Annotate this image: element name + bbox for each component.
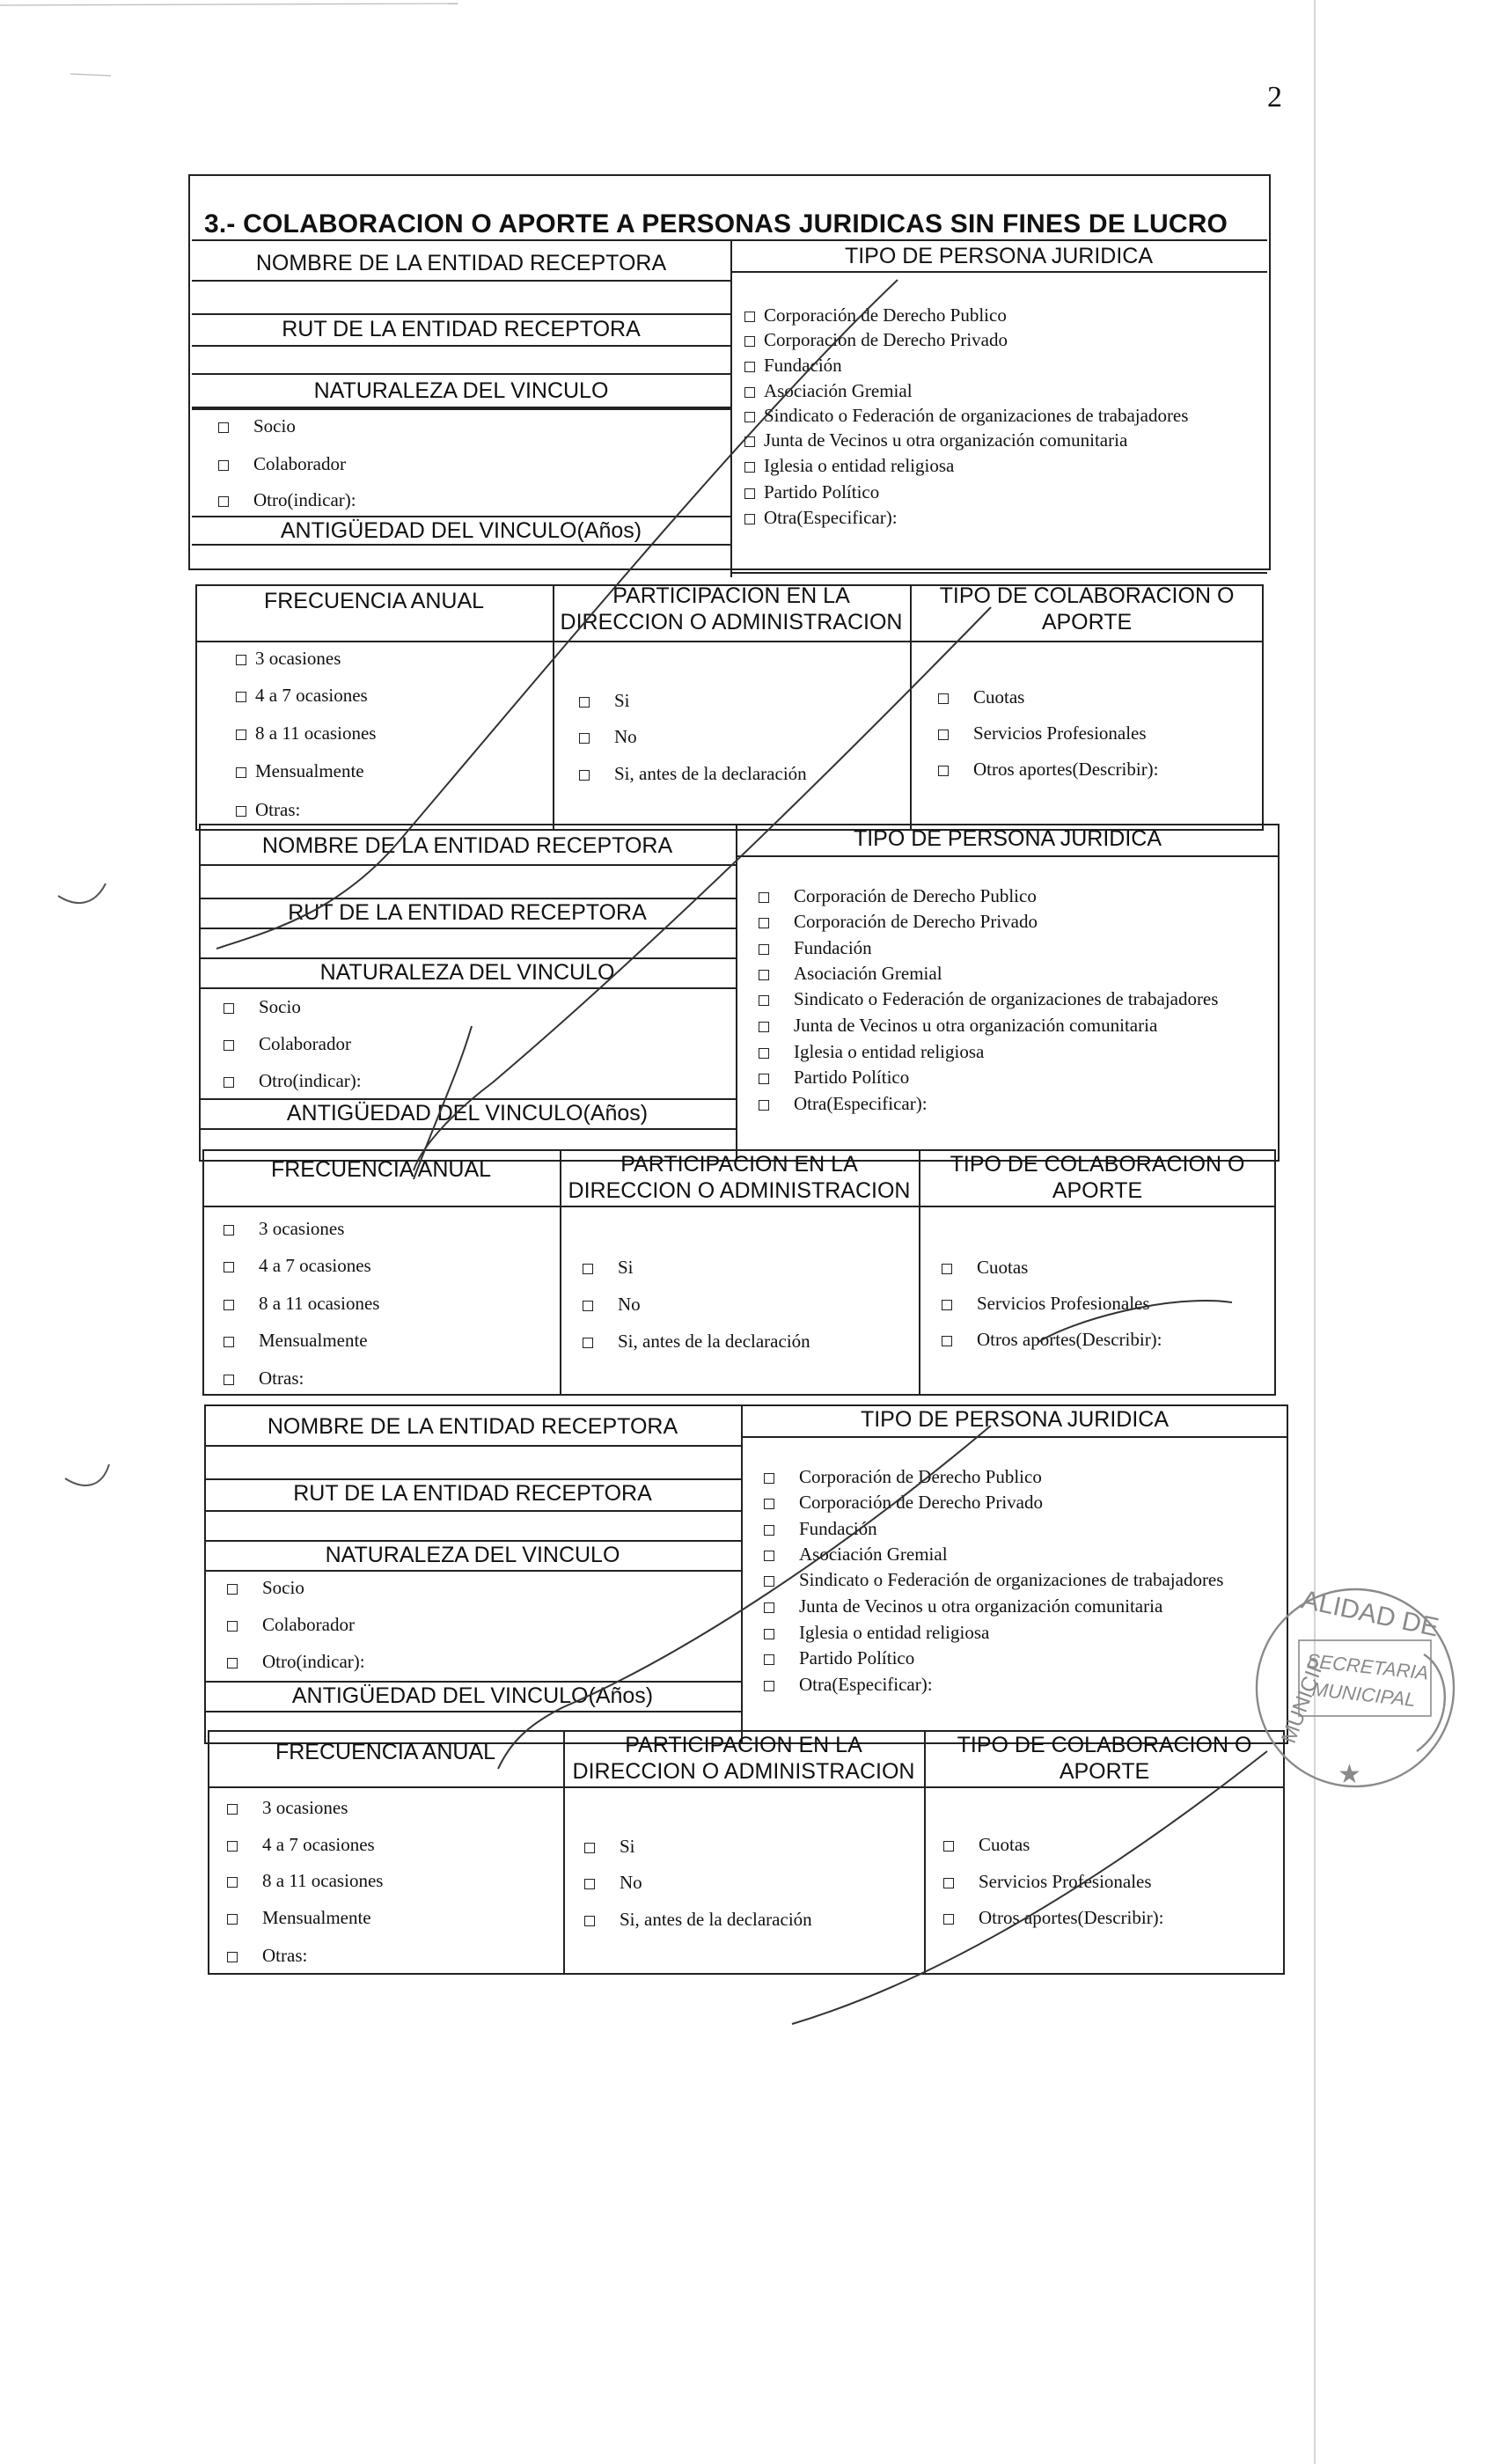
frequency-option[interactable]: 4 a 7 ocasiones bbox=[236, 685, 368, 706]
collaboration-option[interactable]: Otros aportes(Describir): bbox=[943, 1907, 1164, 1928]
collaboration-option[interactable]: Cuotas bbox=[943, 1834, 1030, 1855]
checkbox-icon bbox=[759, 1074, 769, 1084]
nature-option[interactable]: Colaborador bbox=[227, 1614, 355, 1635]
nature-label: NATURALEZA DEL VINCULO bbox=[319, 960, 615, 985]
participation-option[interactable]: Si, antes de la declaración bbox=[583, 1331, 810, 1352]
checkbox-icon bbox=[938, 730, 949, 740]
binder-hole-mark bbox=[58, 884, 106, 903]
checkbox-icon bbox=[227, 1621, 238, 1632]
collaboration-option[interactable]: Servicios Profesionales bbox=[938, 722, 1147, 744]
frequency-option[interactable]: 4 a 7 ocasiones bbox=[227, 1834, 375, 1855]
checkbox-icon bbox=[764, 1525, 774, 1536]
checkbox-icon bbox=[227, 1841, 238, 1852]
checkbox-icon bbox=[236, 692, 246, 702]
legal-type-option[interactable]: Iglesia o entidad religiosa bbox=[764, 1622, 989, 1643]
checkbox-icon bbox=[942, 1300, 952, 1310]
checkbox-icon bbox=[764, 1551, 774, 1561]
checkbox-icon bbox=[218, 422, 229, 433]
checkbox-icon bbox=[227, 1877, 238, 1888]
checkbox-icon bbox=[759, 1100, 769, 1111]
legal-type-option[interactable]: Asociación Gremial bbox=[764, 1544, 948, 1565]
participation-option[interactable]: No bbox=[579, 726, 637, 747]
collaboration-type-label: TIPO DE COLABORACION O APORTE bbox=[939, 583, 1235, 634]
nature-option[interactable]: Otro(indicar): bbox=[218, 489, 356, 510]
legal-type-option[interactable]: Corporación de Derecho Publico bbox=[759, 885, 1037, 906]
legal-type-option[interactable]: Iglesia o entidad religiosa bbox=[744, 455, 954, 476]
entity-name-label: NOMBRE DE LA ENTIDAD RECEPTORA bbox=[261, 833, 673, 858]
stamp-arc-top: ALIDAD DE bbox=[1298, 1585, 1441, 1643]
frequency-label: FRECUENCIA ANUAL bbox=[270, 1157, 492, 1182]
checkbox-icon bbox=[759, 1048, 769, 1059]
rut-label: RUT DE LA ENTIDAD RECEPTORA bbox=[293, 1481, 652, 1506]
frequency-option[interactable]: Otras: bbox=[227, 1945, 307, 1966]
frequency-option[interactable]: Mensualmente bbox=[227, 1907, 371, 1928]
checkbox-icon bbox=[236, 655, 246, 665]
frequency-option[interactable]: 3 ocasiones bbox=[224, 1218, 344, 1239]
stamp-inner-1: SECRETARIA bbox=[1305, 1649, 1430, 1684]
legal-type-option[interactable]: Corporación de Derecho Privado bbox=[744, 329, 1008, 350]
checkbox-icon bbox=[236, 767, 246, 778]
checkbox-icon bbox=[759, 944, 769, 955]
legal-type-option[interactable]: Sindicato o Federación de organizaciones de trabajadores bbox=[744, 405, 1188, 426]
legal-type-option[interactable]: Iglesia o entidad religiosa bbox=[759, 1041, 984, 1062]
legal-person-type-label: TIPO DE PERSONA JURIDICA bbox=[844, 244, 1154, 268]
legal-type-option[interactable]: Junta de Vecinos u otra organización comunitaria bbox=[764, 1595, 1162, 1617]
nature-option[interactable]: Socio bbox=[227, 1577, 304, 1598]
checkbox-icon bbox=[218, 496, 229, 507]
participation-label: PARTICIPACION EN LA DIRECCION O ADMINISTRACION bbox=[560, 583, 903, 634]
legal-type-option[interactable]: Sindicato o Federación de organizaciones de trabajadores bbox=[764, 1569, 1223, 1590]
frequency-option[interactable]: 8 a 11 ocasiones bbox=[227, 1870, 383, 1891]
rut-label: RUT DE LA ENTIDAD RECEPTORA bbox=[282, 317, 641, 341]
frequency-option[interactable]: 8 a 11 ocasiones bbox=[224, 1293, 379, 1314]
collaboration-type-label: TIPO DE COLABORACION O APORTE bbox=[957, 1733, 1252, 1784]
checkbox-icon bbox=[744, 488, 755, 499]
legal-type-option[interactable]: Fundación bbox=[764, 1518, 877, 1539]
frequency-option[interactable]: Otras: bbox=[224, 1368, 304, 1389]
checkbox-icon bbox=[744, 312, 755, 322]
nature-label: NATURALEZA DEL VINCULO bbox=[313, 378, 609, 403]
legal-type-option[interactable]: Corporación de Derecho Privado bbox=[764, 1492, 1043, 1513]
checkbox-icon bbox=[579, 733, 590, 744]
checkbox-icon bbox=[224, 1225, 234, 1236]
nature-option[interactable]: Otro(indicar): bbox=[227, 1651, 365, 1672]
checkbox-icon bbox=[224, 1262, 234, 1272]
checkbox-icon bbox=[224, 1375, 234, 1385]
nature-option[interactable]: Colaborador bbox=[218, 453, 346, 474]
checkbox-icon bbox=[943, 1914, 954, 1925]
frequency-option[interactable]: 8 a 11 ocasiones bbox=[236, 722, 376, 744]
collaboration-option[interactable]: Otros aportes(Describir): bbox=[942, 1329, 1162, 1350]
nature-label: NATURALEZA DEL VINCULO bbox=[325, 1543, 620, 1567]
collaboration-option[interactable]: Servicios Profesionales bbox=[943, 1871, 1152, 1892]
section-title: 3.- COLABORACION O APORTE A PERSONAS JURIDICAS SIN FINES DE LUCRO bbox=[204, 209, 1228, 238]
checkbox-icon bbox=[764, 1499, 774, 1509]
checkbox-icon bbox=[218, 460, 229, 471]
entity-name-label: NOMBRE DE LA ENTIDAD RECEPTORA bbox=[255, 251, 667, 275]
checkbox-icon bbox=[744, 436, 755, 447]
checkbox-icon bbox=[579, 770, 590, 781]
checkbox-icon bbox=[227, 1584, 238, 1595]
collaboration-type-label: TIPO DE COLABORACION O APORTE bbox=[950, 1152, 1245, 1203]
stamp-star: ★ bbox=[1338, 1760, 1361, 1789]
checkbox-icon bbox=[942, 1264, 952, 1274]
checkbox-icon bbox=[744, 412, 755, 422]
legal-type-option[interactable]: Asociación Gremial bbox=[759, 963, 942, 984]
checkbox-icon bbox=[224, 1040, 234, 1051]
legal-type-option[interactable]: Fundación bbox=[759, 937, 872, 958]
seniority-label: ANTIGÜEDAD DEL VINCULO(Años) bbox=[286, 1101, 649, 1126]
frequency-option[interactable]: 4 a 7 ocasiones bbox=[224, 1255, 371, 1276]
checkbox-icon bbox=[227, 1914, 238, 1925]
checkbox-icon bbox=[224, 1003, 234, 1014]
checkbox-icon bbox=[583, 1338, 593, 1348]
legal-type-option[interactable]: Otra(Especificar): bbox=[764, 1674, 933, 1695]
checkbox-icon bbox=[584, 1916, 595, 1926]
participation-label: PARTICIPACION EN LA DIRECCION O ADMINISTRACION bbox=[568, 1152, 911, 1203]
frequency-label: FRECUENCIA ANUAL bbox=[275, 1740, 496, 1764]
binder-hole-mark bbox=[65, 1464, 109, 1485]
checkbox-icon bbox=[759, 892, 769, 903]
checkbox-icon bbox=[583, 1301, 593, 1311]
legal-person-type-label: TIPO DE PERSONA JURIDICA bbox=[860, 1407, 1170, 1432]
participation-option[interactable]: Si bbox=[584, 1836, 635, 1857]
checkbox-icon bbox=[938, 693, 949, 704]
checkbox-icon bbox=[236, 730, 246, 740]
collaboration-option[interactable]: Cuotas bbox=[942, 1257, 1028, 1278]
legal-person-type-label: TIPO DE PERSONA JURIDICA bbox=[853, 826, 1162, 851]
page-number: 2 bbox=[1267, 81, 1282, 114]
frequency-option[interactable]: Mensualmente bbox=[224, 1330, 368, 1351]
checkbox-icon bbox=[764, 1602, 774, 1613]
frequency-option[interactable]: Mensualmente bbox=[236, 760, 364, 781]
checkbox-icon bbox=[744, 514, 755, 524]
frequency-option[interactable]: 3 ocasiones bbox=[227, 1797, 348, 1818]
legal-type-option[interactable]: Junta de Vecinos u otra organización comunitaria bbox=[759, 1015, 1157, 1036]
collaboration-option[interactable]: Servicios Profesionales bbox=[942, 1293, 1150, 1314]
checkbox-icon bbox=[227, 1804, 238, 1815]
participation-option[interactable]: Si, antes de la declaración bbox=[584, 1909, 812, 1930]
participation-option[interactable]: Si, antes de la declaración bbox=[579, 763, 807, 784]
checkbox-icon bbox=[764, 1473, 774, 1484]
scan-mark bbox=[70, 74, 111, 76]
legal-type-option[interactable]: Asociación Gremial bbox=[744, 380, 913, 401]
legal-type-option[interactable]: Partido Político bbox=[759, 1067, 909, 1088]
checkbox-icon bbox=[759, 918, 769, 928]
frequency-option[interactable]: Otras: bbox=[236, 799, 300, 820]
checkbox-icon bbox=[583, 1264, 593, 1274]
stamp-inner-2: MUNICIPAL bbox=[1310, 1677, 1417, 1712]
checkbox-icon bbox=[764, 1681, 774, 1691]
checkbox-icon bbox=[759, 1022, 769, 1032]
frequency-label: FRECUENCIA ANUAL bbox=[263, 589, 485, 613]
seniority-label: ANTIGÜEDAD DEL VINCULO(Años) bbox=[291, 1683, 654, 1708]
legal-type-option[interactable]: Partido Político bbox=[744, 481, 879, 502]
checkbox-icon bbox=[584, 1843, 595, 1853]
checkbox-icon bbox=[759, 970, 769, 980]
checkbox-icon bbox=[744, 336, 755, 347]
checkbox-icon bbox=[764, 1629, 774, 1639]
nature-option[interactable]: Colaborador bbox=[224, 1033, 351, 1054]
checkbox-icon bbox=[938, 766, 949, 776]
checkbox-icon bbox=[579, 697, 590, 708]
checkbox-icon bbox=[236, 806, 246, 817]
legal-type-option[interactable]: Otra(Especificar): bbox=[744, 507, 898, 528]
checkbox-icon bbox=[224, 1077, 234, 1088]
legal-type-option[interactable]: Corporación de Derecho Privado bbox=[759, 911, 1038, 932]
participation-option[interactable]: No bbox=[583, 1294, 641, 1315]
checkbox-icon bbox=[764, 1576, 774, 1587]
participation-option[interactable]: Si bbox=[579, 690, 630, 711]
participation-label: PARTICIPACION EN LA DIRECCION O ADMINISTRACION bbox=[572, 1733, 915, 1784]
checkbox-icon bbox=[584, 1879, 595, 1889]
entity-name-label: NOMBRE DE LA ENTIDAD RECEPTORA bbox=[267, 1414, 678, 1439]
checkbox-icon bbox=[744, 387, 755, 398]
rut-label: RUT DE LA ENTIDAD RECEPTORA bbox=[288, 900, 647, 925]
checkbox-icon bbox=[943, 1878, 954, 1888]
legal-type-option[interactable]: Corporación de Derecho Publico bbox=[764, 1466, 1042, 1487]
legal-type-option[interactable]: Junta de Vecinos u otra organización comunitaria bbox=[744, 429, 1127, 451]
collaboration-option[interactable]: Cuotas bbox=[938, 686, 1024, 708]
checkbox-icon bbox=[744, 462, 755, 473]
checkbox-icon bbox=[224, 1300, 234, 1310]
nature-option[interactable]: Socio bbox=[218, 415, 296, 436]
checkbox-icon bbox=[942, 1336, 952, 1346]
participation-option[interactable]: Si bbox=[583, 1257, 634, 1278]
checkbox-icon bbox=[744, 362, 755, 372]
legal-type-option[interactable]: Fundación bbox=[744, 355, 842, 376]
checkbox-icon bbox=[759, 995, 769, 1006]
legal-type-option[interactable]: Otra(Especificar): bbox=[759, 1093, 928, 1114]
scan-mark bbox=[0, 4, 458, 5]
legal-type-option[interactable]: Sindicato o Federación de organizaciones de trabajadores bbox=[759, 988, 1218, 1009]
stamp-arc-left: MUNICIP bbox=[1277, 1654, 1331, 1747]
legal-type-option[interactable]: Corporación de Derecho Publico bbox=[744, 304, 1007, 326]
checkbox-icon bbox=[764, 1654, 774, 1665]
nature-option[interactable]: Socio bbox=[224, 996, 301, 1017]
checkbox-icon bbox=[227, 1658, 238, 1668]
legal-type-option[interactable]: Partido Político bbox=[764, 1647, 914, 1668]
checkbox-icon bbox=[943, 1841, 954, 1852]
participation-option[interactable]: No bbox=[584, 1872, 642, 1893]
collaboration-option[interactable]: Otros aportes(Describir): bbox=[938, 759, 1159, 780]
checkbox-icon bbox=[227, 1952, 238, 1962]
checkbox-icon bbox=[224, 1337, 234, 1347]
seniority-label: ANTIGÜEDAD DEL VINCULO(Años) bbox=[280, 518, 642, 543]
nature-option[interactable]: Otro(indicar): bbox=[224, 1070, 362, 1091]
frequency-option[interactable]: 3 ocasiones bbox=[236, 648, 341, 669]
